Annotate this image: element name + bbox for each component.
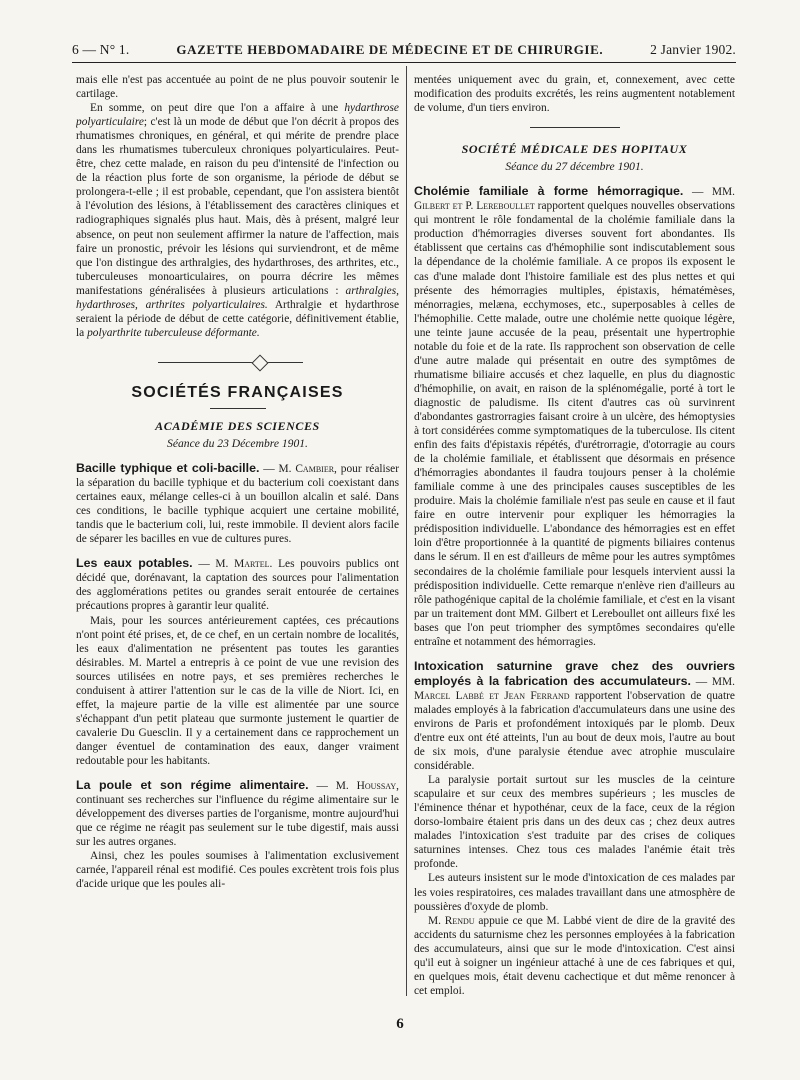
article-author: — M. Houssay, [316,780,399,793]
article-paragraph: Les auteurs insistent sur le mode d'intoxication de ces malades par les voies respiratoires, ces malades travaillant dans une atmosphère de poussières d'oxyde de plomb. [414,872,735,913]
continuation-paragraph: mais elle n'est pas accentuée au point de ne plus pouvoir soutenir le cartilage. [76,74,399,101]
article-title: Bacille typhique et coli-bacille. [76,461,260,476]
header-journal-title: GAZETTE HEBDOMADAIRE DE MÉDECINE ET DE CHIRURGIE. [176,42,604,57]
society-heading-hopitaux: SOCIÉTÉ MÉDICALE DES HOPITAUX [461,142,688,157]
article-paragraph: La paralysie portait surtout sur les muscles de la ceinture scapulaire et sur ceux des membres supérieurs ; les muscles de l'éminence thénar et hypothénar, ceux de la face, ceux de la région dorso-lombaire étaient pris dans un des deux cas ; chez deux autres malades l'intoxication s'est traduite par des crises de coliques saturnines intenses. Chez tous ces malades l'anémie était très profonde. [414,774,735,871]
article-author: — M. Cambier, [263,463,337,476]
section-rule [530,127,620,128]
page-number: 6 [396,1016,404,1032]
running-head [72,42,736,58]
section-ornament [76,354,399,372]
article-body: pour réaliser la séparation du bacille typhique et du bacterium coli coexistant dans certaines eaux, mélange celles-ci à un bouillon alcalin et salé. Dans ces conditions, le bacille typhique acquiert une certaine mobilité, tandis que le bacterium coli, lui, reste immobile. Il devient alors facile de séparer les bacilles en vue de cultures pures. [76,463,399,546]
article-paragraph: Ainsi, chez les poules soumises à l'alimentation exclusivement carnée, l'appareil rénal est modifié. Ces poules excrètent trois fois plus d'acide urique que les poules ali- [76,850,399,891]
section-title: SOCIÉTÉS FRANÇAISES [131,383,344,401]
article-poule-regime [76,778,399,891]
article-body: Les pouvoirs publics ont décidé que, dorénavant, la captation des sources pour l'alimentation des agglomérations petites ou grandes serait entourée de certaines précautions propres à garantir leur qualité. [76,558,399,613]
article-paragraph: M. Rendu appuie ce que M. Labbé vient de dire de la gravité des accidents du saturnisme chez les personnes employées à la fabrication des accumulateurs, ainsi que sur le mode d'intoxication. C'est ainsi qu'il eut à soigner un ingénieur attaché à une de ces fabriques et qui, en quelques mois, était devenu cachectique et dut même renoncer à cet emploi. [414,914,735,997]
article-body: continuant ses recherches sur l'influence du régime alimentaire sur le développement des diverses parties de l'organisme, montre aujourd'hui que ce régime ne réagit pas seulement sur le tube digestif, mais aussi sur les autres organes. [76,794,399,849]
summary-paragraph: En somme, on peut dire que l'on a affaire à une hydarthrose polyarticulaire; c'est là un mode de début que l'on décrit à propos des rhumatismes chroniques, en général, et qui mérite de prendre place dans les rhumatismes tuberculeux chroniques polyarticulaires. Peut-être, chez cette malade, en raison du peu d'intensité de l'infection ou de la réaction plus forte de son organisme, la période de début se prolongera-t-elle ; il est probable, cependant, que l'on assistera bientôt à l'évolution des lésions, à l'établissement des caractères cliniques et radiographiques signalés plus haut. Mais, dès à présent, malgré leur absence, on peut non seulement affirmer la nature de l'affection, mais faire un pronostic, prévoir les lésions qui surviendront, et de même que l'on distingue des arthralgies, des hydarthroses, des arthrites, etc., tuberculeuses monoarticulaires, on pourra décrire les mêmes manifestations généralisées à plusieurs articulations : arthralgies, hydarthroses, arthrites polyarticulaires. Arthralgie et hydarthrose seraient la période de début de cette catégorie, définitivement établie, la polyarthrite tuberculeuse déformante. [76,102,399,339]
article-title: La poule et son régime alimentaire. [76,778,309,793]
article-body: rapportent quelques nouvelles observations qui montrent le rôle fondamental de la cholémie familiale dans la production d'hémorragies diverses souvent fort abondantes. Ils établissent que certains cas d'hémophilie sont indiscutablement sous la dépendance de la cholémie familiale. A ce propos ils exposent le cas d'une malade dont l'histoire familiale est des plus nettes et qui présente des hémorragies multiples, épistaxis, hématémèses, ménorragies, melæna, ecchymoses, etc., superposables à celles de l'hémophilie. Cette malade, outre une cholémie nette quoique légère, une teinte jaune accusée de la peau, présentait une hypertrophie notable du foie et de la rate. Ils rapprochent son observation de celle d'une autre malade qui présentait en outre des symptômes de rhumatisme biliaire accusés et chez laquelle, en plus du diagnostic d'hémophilie, on avait, en raison de la splénomégalie, porté à tort le diagnostic de paludisme. Ils citent d'autres cas où survinrent d'abondantes gastrorragies faisant croire à un ulcère, des hémoptysies à tort considérées comme symptomatiques de la tuberculose. Ils citent enfin des faits d'épistaxis répétés, d'urétrorragie, d'otorragie au cours de la cholémie familiale, et établissent que désormais en présence d'hémorragies abondantes il faudra toujours penser à la cholémie familiale comme à une des principales causes susceptibles de les produire. Mais la cholémie familiale n'est pas seule en cause et il faut faire en outre intervenir pour expliquer les hémorragies la prédisposition individuelle. L'abondance des hémorragies est en effet loin d'être proportionnée à la quantité de pigments biliaires contenus dans le sérum. Il en est d'ailleurs de même pour les autres symptômes secondaires de la cholémie familiale pour lesquels intervient aussi la prédisposition individuelle. Cette remarque n'enlève rien d'ailleurs au rôle pathogénique capital de la cholémie familiale, et c'est en la visant par un traitement dont MM. Gilbert et Lereboullet ont ailleurs fixé les bases que l'on peut triompher des symptômes secondaires qu'elle entraîne et notamment des hémorragies. [414,200,735,648]
article-author: — MM. Gilbert et P. Lereboullet [414,186,735,213]
continuation-paragraph: mentées uniquement avec du grain, et, connexement, avec cette modification des produits excrétés, les reins augmentent notablement de volume, d'un tiers environ. [414,74,735,115]
header-issue-number: 6 — N° 1. [72,42,130,57]
article-author: M. Rendu [428,914,475,927]
article-cholemie-familiale [414,184,735,649]
article-eaux-potables [76,556,399,768]
column-divider [406,66,407,996]
article-bacille-typhique [76,461,399,546]
article-title: Les eaux potables. [76,556,193,571]
right-column [414,73,735,1002]
article-intoxication-saturnine [414,659,735,998]
article-author: — M. Martel. [198,558,273,571]
left-column [76,73,399,1002]
section-rule [210,408,266,409]
article-author: — MM. Marcel Labbé et Jean Ferrand [414,675,735,702]
header-date: 2 Janvier 1902. [650,42,736,57]
article-body: rapportent l'observation de quatre malades employés à la fabrication d'accumulateurs dans une usine des environs de Paris et profondément intoxiqués par le plomb. Deux d'entre eux ont été atteints, l'un au bout de deux mois, l'autre au bout de six mois, d'une paralysie étendue avec atrophie musculaire considérable. [414,689,735,773]
article-paragraph: Mais, pour les sources antérieurement captées, ces précautions n'ont point été prises, et, de ce chef, en un certain nombre de localités, les eaux d'alimentation ne présentent pas toutes les garanties désirables. M. Martel a entrepris à ce point de vue une revision des sources utilisées en notre pays, et ses premières recherches le conduisent à attirer l'attention sur le cas de la ville de Niort. Ici, en effet, la majeure partie de la ville est alimentée par une source s'échappant d'un petit plateau que surmonte justement le quartier de cavalerie Du Guesclin. Il y a certainement dans ce rapprochement un danger éventuel de contamination des eaux, danger vraiment redoutable pour les habitants. [76,614,399,767]
article-title: Intoxication saturnine grave chez des ouvriers employés à la fabrication des accumulateurs. [414,658,735,688]
seance-date-hopitaux: Séance du 27 décembre 1901. [505,160,644,174]
society-heading-academie: ACADÉMIE DES SCIENCES [155,418,320,433]
seance-date-academie: Séance du 23 Décembre 1901. [167,436,308,450]
header-rule [72,62,736,63]
article-title: Cholémie familiale à forme hémorragique. [414,184,684,199]
